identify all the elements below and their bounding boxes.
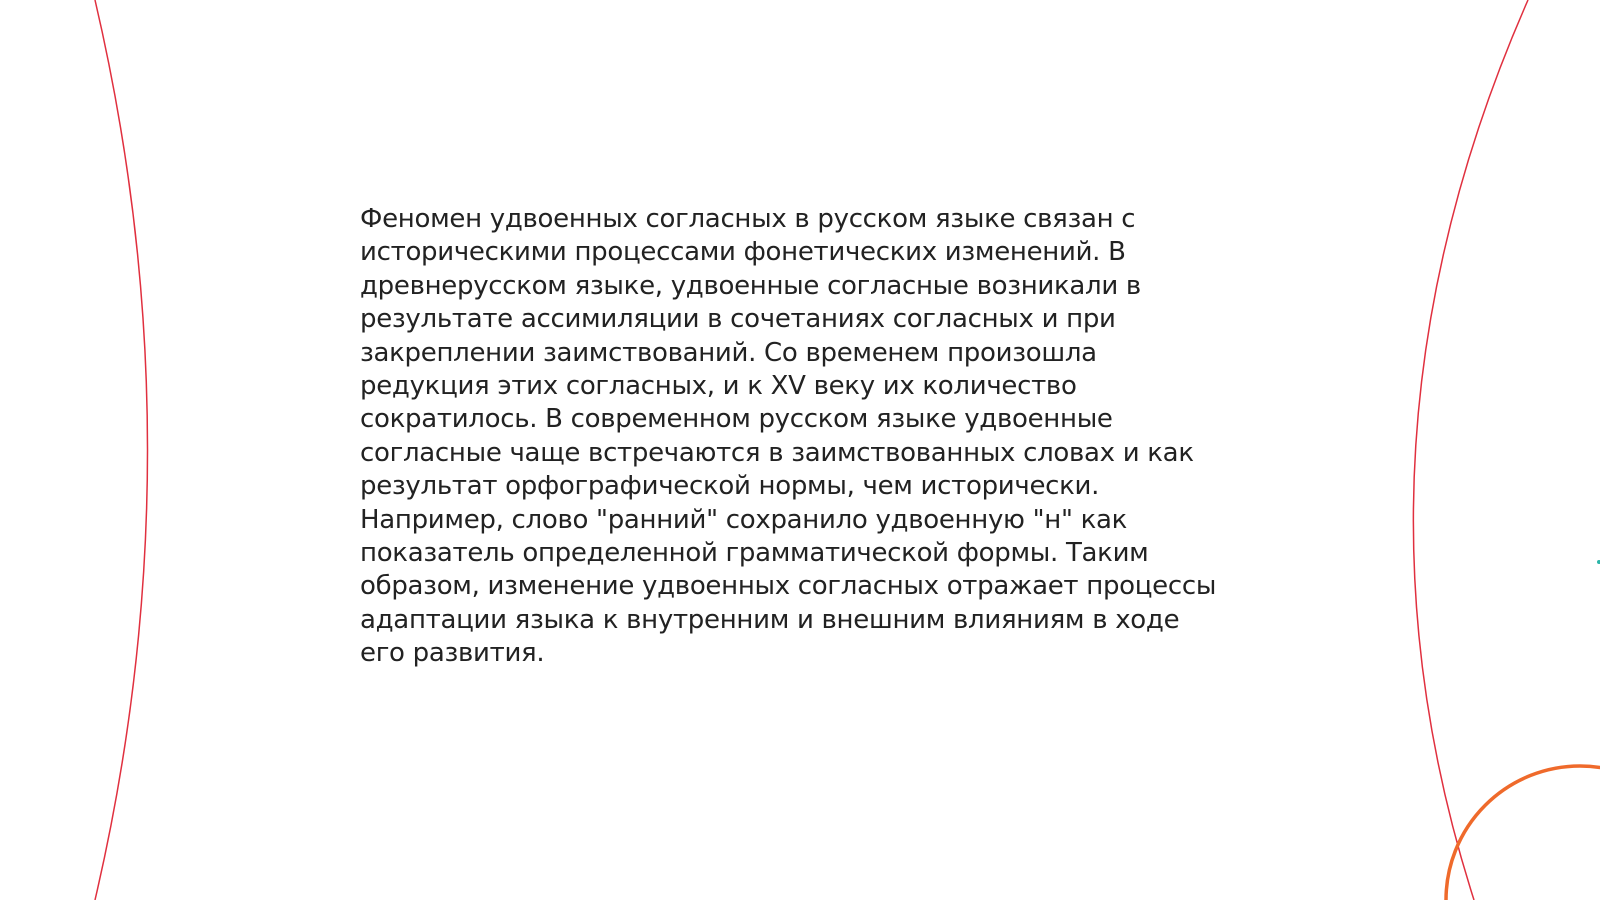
body-paragraph: Феномен удвоенных согласных в русском языке связан с историческими процессами фонетических изменений. В древнерусском языке, удвоенные согласные возникали в результате ассимиляции в сочетаниях согласных и при закреплении заимствований. Со временем произошла редукция этих согласных, и к XV веку их количество сократилось. В современном русском языке удвоенные согласные чаще встречаются в заимствованных словах и как результат орфографической нормы, чем исторически. Например, слово "ранний" сохранило удвоенную "н" как показатель определенной грамматической формы. Таким образом, изменение удвоенных согласных отражает процессы адаптации языка к внутренним и внешним влияниям в ходе его развития.	[360, 204, 1217, 669]
orange-decorative-circle	[1446, 766, 1600, 900]
left-decorative-arc	[95, 0, 148, 900]
right-decorative-arc	[1413, 0, 1528, 900]
